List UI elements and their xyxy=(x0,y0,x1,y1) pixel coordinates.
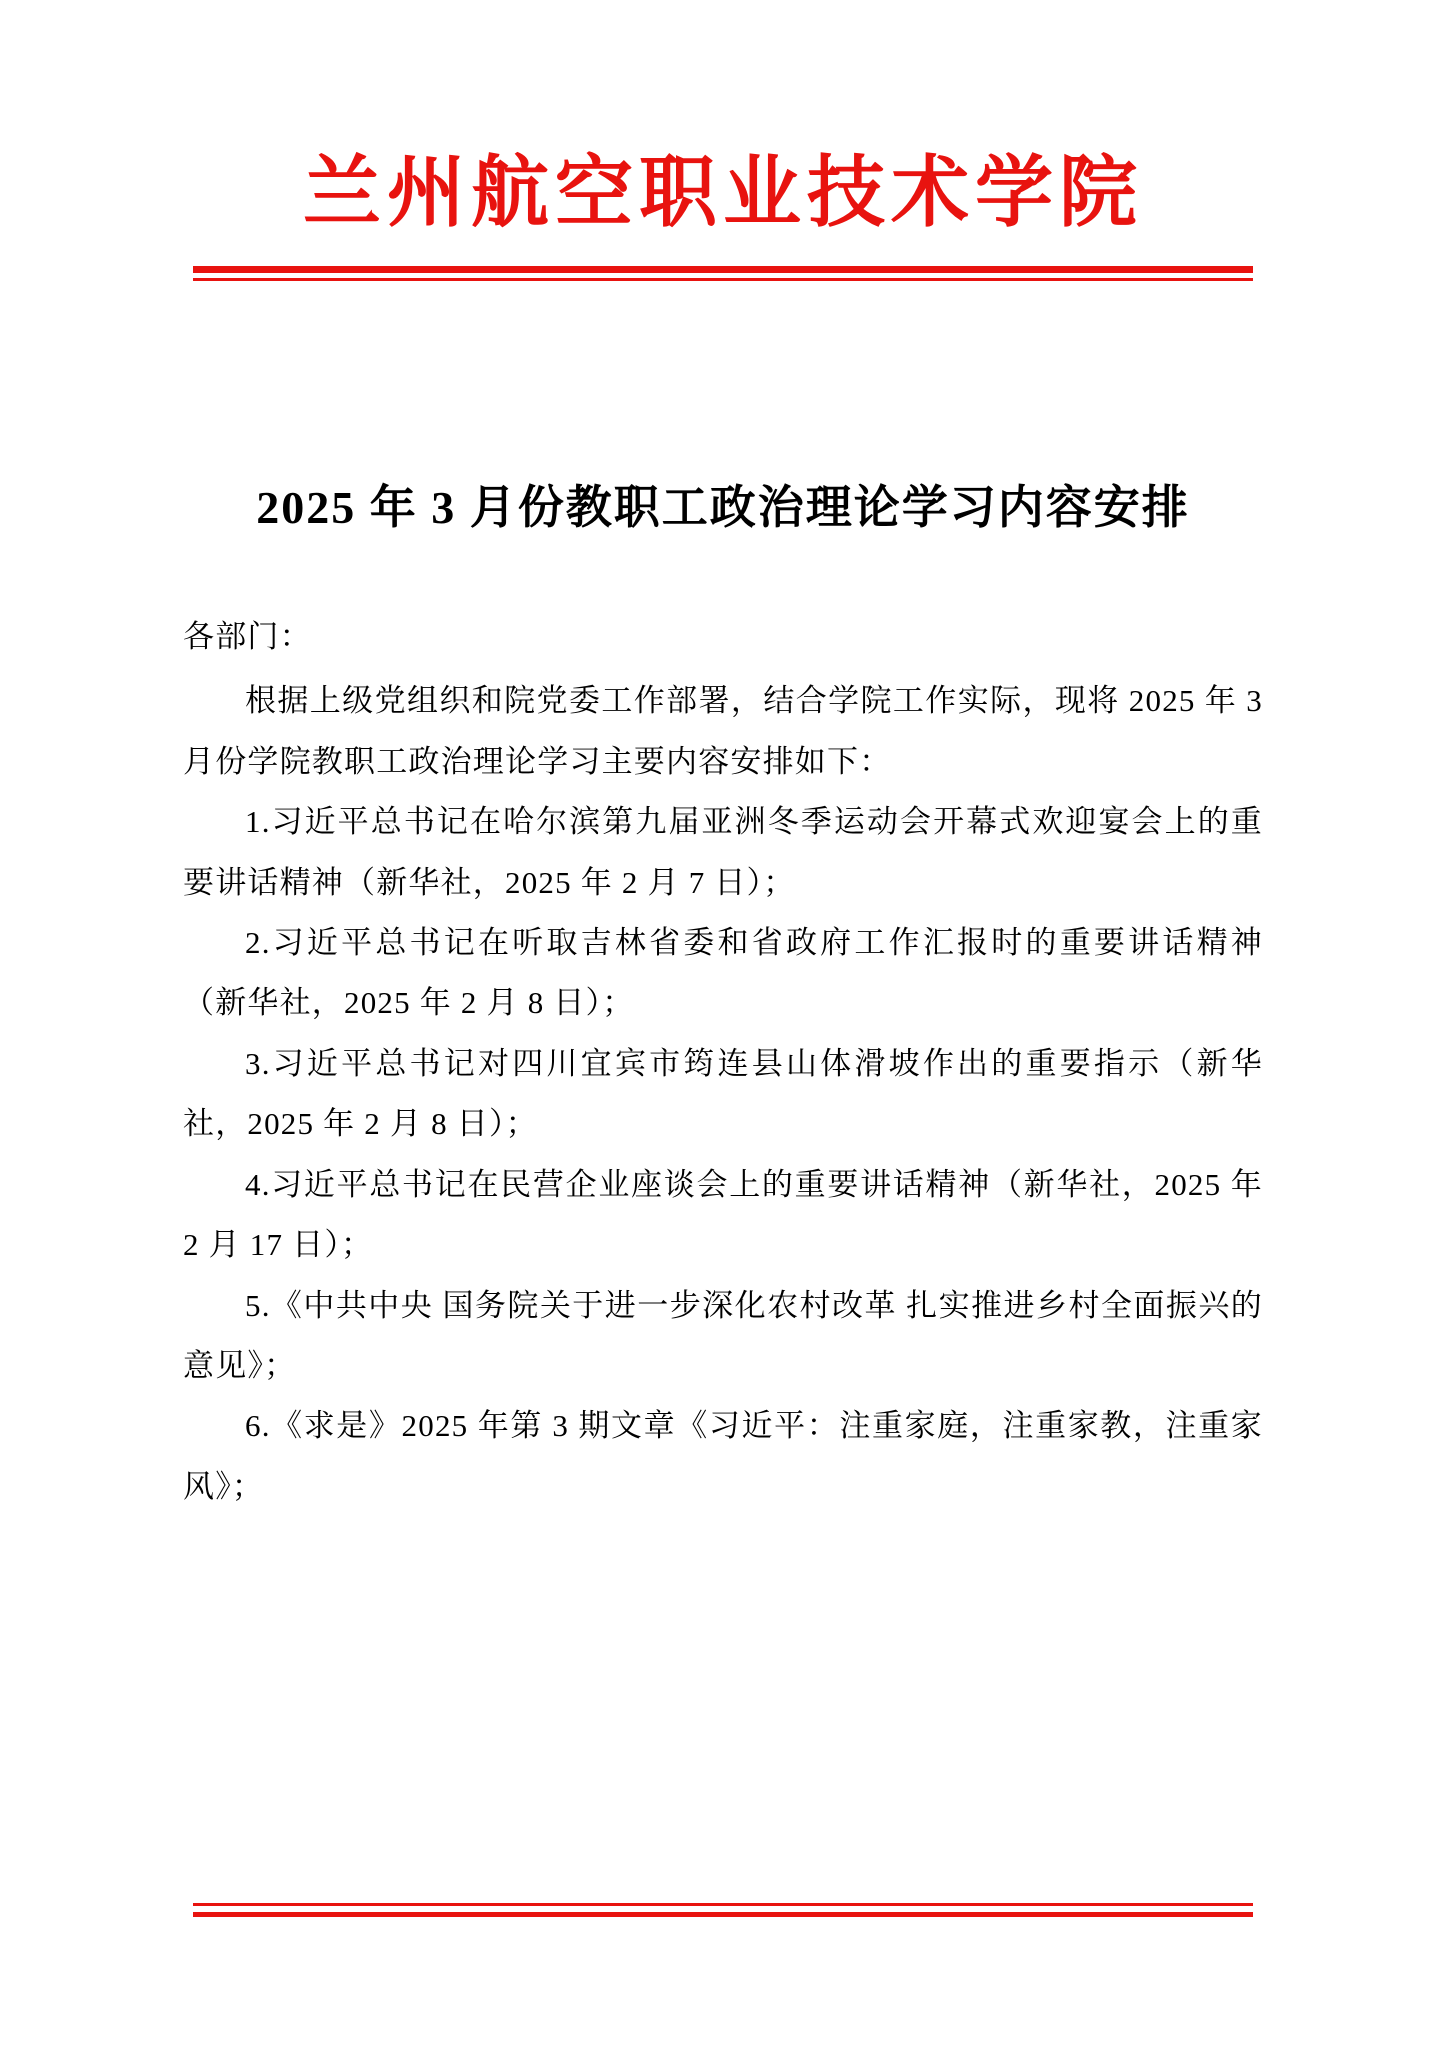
letterhead xyxy=(0,0,1446,281)
list-item: 5.《中共中央 国务院关于进一步深化农村改革 扎实推进乡村全面振兴的意见》； xyxy=(183,1287,1263,1384)
institution-name: 兰州航空职业技术学院 xyxy=(302,149,1143,236)
list-item: 6.《求是》2025 年第 3 期文章《习近平：注重家庭，注重家教，注重家风》； xyxy=(183,1408,1263,1504)
intro-paragraph: 根据上级党组织和院党委工作部署，结合学院工作实际，现将 2025 年 3 月份学院教职工政治理论学习主要内容安排如下： xyxy=(183,683,1263,779)
list-item: 2.习近平总书记在听取吉林省委和省政府工作汇报时的重要讲话精神（新华社，2025 年 2 月 8 日）； xyxy=(183,924,1263,1021)
letterhead-rule-thick xyxy=(193,266,1253,273)
salutation: 各部门： xyxy=(183,618,312,654)
page-title: 2025 年 3 月份教职工政治理论学习内容安排 xyxy=(256,481,1190,533)
letterhead-rule-thin xyxy=(193,278,1253,281)
footer-divider xyxy=(0,1903,1446,1917)
list-item: 3.习近平总书记对四川宜宾市筠连县山体滑坡作出的重要指示（新华社，2025 年 2 月 8 日）； xyxy=(183,1045,1263,1142)
letterhead-divider xyxy=(193,266,1253,281)
footer-rule-thick xyxy=(193,1912,1253,1917)
list-item: 4.习近平总书记在民营企业座谈会上的重要讲话精神（新华社，2025 年 2 月 17 日）； xyxy=(183,1166,1263,1263)
list-item: 1.习近平总书记在哈尔滨第九届亚洲冬季运动会开幕式欢迎宴会上的重要讲话精神（新华社，2025 年 2 月 7 日）； xyxy=(183,804,1263,900)
document-body xyxy=(183,537,1263,1518)
